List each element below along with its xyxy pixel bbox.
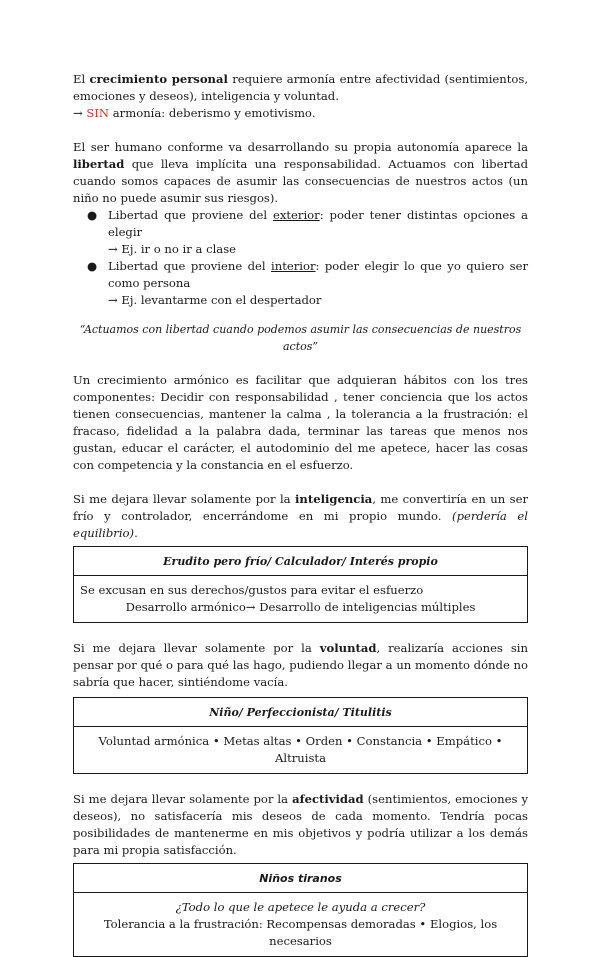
text: . <box>134 526 138 540</box>
box-title: Niño/ Perfeccionista/ Titulitis <box>74 698 527 727</box>
text: Si me dejara llevar solamente por la <box>73 641 320 655</box>
box-title: Erudito pero frío/ Calculador/ Interés propio <box>74 547 527 576</box>
underlined-term: exterior <box>273 208 320 222</box>
box-line: Se excusan en sus derechos/gustos para evitar el esfuerzo <box>80 583 424 597</box>
box-line: Voluntad armónica • Metas altas • Orden • Constancia • Empático • Altruista <box>98 734 503 765</box>
armonico-paragraph: Un crecimiento armónico es facilitar que adquieran hábitos con los tres componentes: Decidir con responsabilidad , tener conciencia que los actos tienen consecuencias, mantener la calma , la tolerancia a la frustración: el fracaso, fidelidad a la palabra dada, terminar las tareas que menos nos gustan, educar el carácter, el autodominio del me apetece, hacer las cosas con competencia y la constancia en el esfuerzo. <box>73 373 528 472</box>
box-line: Tolerancia a la frustración: Recompensas demoradas • Elogios, los necesarios <box>103 917 498 948</box>
voluntad-paragraph <box>73 640 528 691</box>
text: (sentimientos, emociones y deseos), no satisfacería mis deseos de cada momento. Tendría pocas posibilidades de mantenerme en mis objetivos y podría utilizar a los demás para mi propia satisfacción. <box>73 792 528 857</box>
inteligencia-paragraph <box>73 491 528 542</box>
list-subitem <box>73 241 528 258</box>
voluntad-box <box>73 697 528 774</box>
text: Libertad que proviene del <box>108 259 272 273</box>
bullet-dot: ● <box>87 259 98 273</box>
text: El ser humano conforme va desarrollando su propia autonomía aparece la <box>73 140 528 154</box>
text: : poder tener distintas opciones a elegir <box>108 208 528 239</box>
text: Si me dejara llevar solamente por la <box>73 492 295 506</box>
document-page <box>73 71 528 957</box>
bold-term: voluntad <box>319 641 377 655</box>
box-line: Desarrollo armónico→ Desarrollo de inteligencias múltiples <box>125 600 476 614</box>
text: armonía: deberismo y emotivismo. <box>109 106 316 120</box>
intro-sin-line <box>73 105 528 122</box>
inteligencia-box <box>73 546 528 623</box>
text: → Ej. levantarme con el despertador <box>108 293 322 307</box>
bold-term: libertad <box>73 157 125 171</box>
arrow: → <box>73 106 87 120</box>
box-body <box>74 727 527 773</box>
text: Si me dejara llevar solamente por la <box>73 792 293 806</box>
bold-term: crecimiento personal <box>89 72 228 86</box>
italic-note: (perdería el equilibrio) <box>73 509 528 540</box>
text: , me convertiría en un ser frío y controlador, encerrándome en mi propio mundo. <box>73 492 528 523</box>
box-line: ¿Todo lo que le apetece le ayuda a crecer? <box>175 900 426 914</box>
list-item <box>73 258 528 292</box>
text: requiere armonía entre afectividad (sentimientos, emociones y deseos), inteligencia y voluntad. <box>73 72 529 103</box>
text: : poder elegir lo que yo quiero ser como persona <box>108 259 528 290</box>
box-body <box>74 576 527 622</box>
libertad-paragraph <box>73 139 528 207</box>
intro-paragraph <box>73 71 528 105</box>
box-title: Niños tiranos <box>74 864 527 893</box>
text: El <box>73 72 90 86</box>
text: que lleva implícita una responsabilidad. Actuamos con libertad cuando somos capaces de asumir las consecuencias de nuestros actos (un niño no puede asumir sus riesgos). <box>73 157 528 205</box>
afectividad-paragraph <box>73 791 528 859</box>
list-subitem <box>73 292 528 309</box>
bullet-dot: ● <box>87 208 98 222</box>
text: , realizaría acciones sin pensar por qué o para qué las hago, pudiendo llegar a un momento dónde no sabría que hacer, sintiéndome vacía. <box>73 641 528 689</box>
text: Libertad que proviene del <box>108 208 273 222</box>
bold-term: afectividad <box>292 792 364 806</box>
list-item <box>73 207 528 241</box>
libertad-quote: “Actuamos con libertad cuando podemos asumir las consecuencias de nuestros actos” <box>79 323 522 353</box>
box-body <box>74 893 527 956</box>
libertad-bullet-list <box>73 207 528 309</box>
afectividad-box <box>73 863 528 957</box>
underlined-term: interior <box>271 259 316 273</box>
sin-red-word: SIN <box>86 106 110 120</box>
bold-term: inteligencia <box>295 492 373 506</box>
text: → Ej. ir o no ir a clase <box>108 242 237 256</box>
